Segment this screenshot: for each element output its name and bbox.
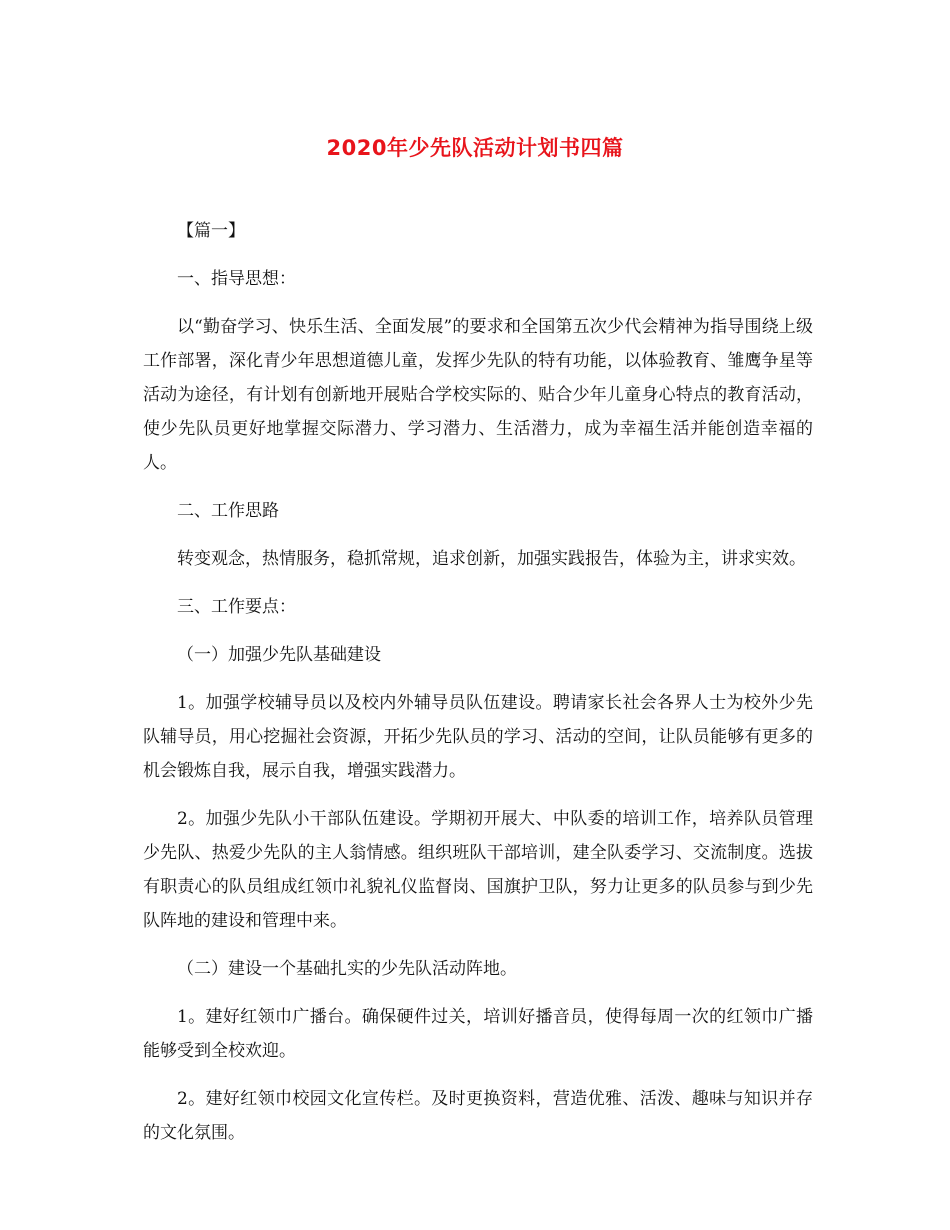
paragraph-foundation-2: 2。加强少先队小干部队伍建设。学期初开展大、中队委的培训工作，培养队员管理少先队、热爱少先队的主人翁情感。组织班队干部培训，建全队委学习、交流制度。选拔有职责心的队员组成红领巾礼貌礼仪监督岗、国旗护卫队，努力让更多的队员参与到少先队阵地的建设和管理中来。 — [143, 809, 813, 931]
section-label: 【篇一】 — [177, 221, 245, 241]
paragraph-guiding-ideology: 以“勤奋学习、快乐生活、全面发展”的要求和全国第五次少代会精神为指导围绕上级工作部署，深化青少年思想道德儿童，发挥少先队的特有功能，以体验教育、雏鹰争星等活动为途径，有计划有创新地开展贴合学校实际的、贴合少年儿童身心特点的教育活动，使少先队员更好地掌握交际潜力、学习潜力、生活潜力，成为幸福生活并能创造幸福的人。 — [143, 317, 813, 473]
paragraph-activity-base-2: 2。建好红领巾校园文化宣传栏。及时更换资料，营造优雅、活泼、趣味与知识并存的文化氛围。 — [143, 1089, 813, 1143]
subheading-foundation: （一）加强少先队基础建设 — [177, 645, 381, 665]
subheading-activity-base: （二）建设一个基础扎实的少先队活动阵地。 — [177, 959, 517, 979]
heading-guiding-ideology: 一、指导思想： — [177, 269, 296, 289]
paragraph-work-approach: 转变观念，热情服务，稳抓常规，追求创新，加强实践报告，体验为主，讲求实效。 — [177, 549, 806, 569]
paragraph-foundation-1: 1。加强学校辅导员以及校内外辅导员队伍建设。聘请家长社会各界人士为校外少先队辅导员，用心挖掘社会资源，开拓少先队员的学习、活动的空间，让队员能够有更多的机会锻炼自我，展示自我，增强实践潜力。 — [143, 693, 813, 781]
heading-key-points: 三、工作要点： — [177, 597, 296, 617]
document-body — [143, 214, 813, 1164]
paragraph-activity-base-1: 1。建好红领巾广播台。确保硬件过关，培训好播音员，使得每周一次的红领巾广播能够受到全校欢迎。 — [143, 1007, 813, 1061]
heading-work-approach: 二、工作思路 — [177, 501, 279, 521]
document-title: 2020年少先队活动计划书四篇 — [326, 136, 624, 160]
